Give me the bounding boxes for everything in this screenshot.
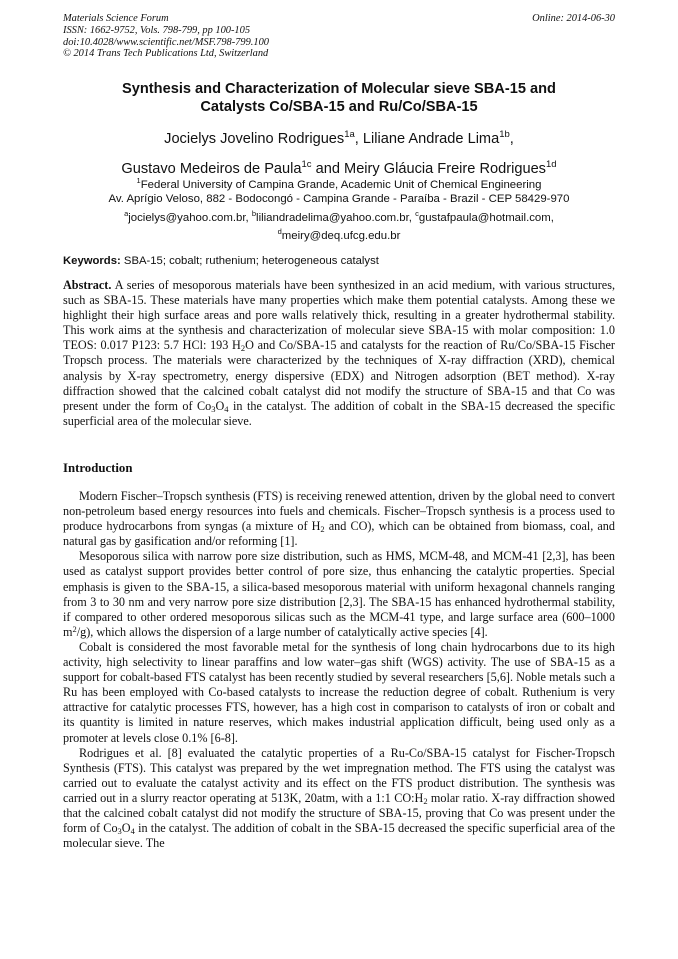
abstract-text: O and Co/SBA-15 and catalysts for the reaction of Ru/Co/SBA-15 Fischer Tropsch process. The materials were characterized by the techniques of X-ray diffraction (XRD), chemical analysis by X-ray spectrometry, energy dispersive (EDX) and Nitrogen adsorption (BET method). X-ray diffraction showed that the calcined cobalt catalyst did not modify the structure of SBA-15 and that Co was present under the form of Co bbox=[63, 338, 615, 413]
author-affil-mark: 1a bbox=[344, 129, 355, 140]
author-name: Gustavo Medeiros de Paula bbox=[121, 160, 302, 177]
author-line-1 bbox=[40, 122, 638, 152]
abstract-label: Abstract. bbox=[63, 278, 112, 292]
paragraph-text: O bbox=[121, 821, 131, 836]
author-affil-mark: 1d bbox=[545, 158, 557, 170]
email-link[interactable]: liliandradelima@yahoo.com.br, bbox=[256, 211, 416, 224]
email-mark: a bbox=[124, 208, 129, 218]
paragraph bbox=[63, 549, 615, 640]
paragraph-text: Rodrigues et al. [8] evaluated the catalytic properties of a Ru-Co/SBA-15 catalyst for Fischer-Tropsch Synthesis (FTS). This catalyst was prepared by the wet impregnation method. The FTS using the catalyst was carried out to evaluate the catalyst activity and its effect on the FTS product distribution. The synthesis was carried out in a slurry reactor operating at 513K, 20atm, with a 1:1 CO:H bbox=[63, 745, 615, 805]
title-line-1: Synthesis and Characterization of Molecular sieve SBA-15 and bbox=[122, 81, 556, 97]
affiliation-address: Av. Aprígio Veloso, 882 - Bodocongó - Campina Grande - Paraíba - Brazil - CEP 58429-970 bbox=[108, 192, 570, 205]
paragraph-text: in the catalyst. The addition of cobalt in the SBA-15 decreased the specific superficial area of the molecular sieve. The bbox=[63, 821, 615, 851]
subscript: 4 bbox=[224, 403, 229, 414]
paragraph-text: molar ratio. X-ray diffraction showed that the calcined cobalt catalyst did not modify the structure of SBA-15, proving that Co was present under the form of Co bbox=[63, 790, 615, 836]
email-line-2 bbox=[40, 225, 638, 244]
paragraph: Cobalt is considered the most favorable metal for the synthesis of long chain hydrocarbons due to its high activity, high selectivity to linear paraffins and low water–gas shift (WGS) activity. The use of SBA-15 as a support for cobalt-based FTS catalyst has been recently studied by several researchers [5,6]. Noble metals such a Ru has been employed with Co-based catalysts to increase the reduction degree of cobalt. Ruthenium is very attractive for catalytic processes FTS, however, has a high cost in comparison to catalysts of iron or cobalt and its quantity is limited in nature reserves, which makes industrial application difficult, being used only as a promoter at levels close 0.1% [6-8]. bbox=[63, 639, 615, 745]
paper-title bbox=[50, 81, 628, 116]
paragraph-text: /g), which allows the dispersion of a large number of catalytically active species [4]. bbox=[76, 624, 488, 639]
email-link[interactable]: jocielys@yahoo.com.br, bbox=[128, 211, 252, 224]
abstract-text: A series of mesoporous materials have been synthesized in an acid medium, with various structures, such as SBA-15. These materials have many properties which make them potential catalysts. Among these we highlight their high surface areas and pore walls relatively thick, resulting in a greater hydrothermal stability. This work aims at the synthesis and characterization of molecular sieve SBA-15 with molar composition: 1.0 TEOS: 0.017 P123: 5.7 HCl: 193 H bbox=[63, 278, 615, 353]
keywords-label: Keywords: bbox=[63, 255, 121, 267]
online-date: Online: 2014-06-30 bbox=[532, 13, 615, 24]
title-line-2: Catalysts Co/SBA-15 and Ru/Co/SBA-15 bbox=[200, 98, 478, 115]
abstract bbox=[63, 278, 615, 429]
subscript: 3 bbox=[117, 826, 122, 837]
paragraph-text: and CO), which can be obtained from biomass, coal, and natural gas by gasification and/or reforming [1]. bbox=[63, 519, 615, 549]
affiliation-line-1 bbox=[40, 174, 638, 193]
paragraph-text: Modern Fischer–Tropsch synthesis (FTS) is receiving renewed attention, driven by the global need to convert non-petroleum based energy resources into fuels and chemicals. Fischer–Tropsch synthesis is a process used to produce hydrocarbons from syngas (a mixture of H bbox=[63, 489, 615, 534]
affiliation-name: Federal University of Campina Grande, Academic Unit of Chemical Engineering bbox=[140, 178, 542, 191]
journal-name: Materials Science Forum bbox=[63, 13, 169, 24]
journal-issn: ISSN: 1662-9752, Vols. 798-799, pp 100-105 bbox=[63, 24, 251, 36]
author-name: Jocielys Jovelino Rodrigues bbox=[164, 130, 345, 147]
email-mark: d bbox=[277, 227, 282, 237]
introduction-body bbox=[63, 489, 615, 851]
email-link[interactable]: gustafpaula@hotmail.com, bbox=[418, 211, 554, 224]
author-separator: , bbox=[354, 130, 363, 147]
superscript: 2 bbox=[72, 623, 77, 634]
keywords-text: SBA-15; cobalt; ruthenium; heterogeneous catalyst bbox=[120, 255, 379, 267]
author-affil-mark: 1c bbox=[301, 158, 312, 170]
keywords bbox=[63, 254, 615, 268]
email-link[interactable]: meiry@deq.ufcg.edu.br bbox=[281, 230, 401, 243]
subscript: 3 bbox=[211, 403, 216, 414]
affil-mark: 1 bbox=[136, 176, 141, 185]
abstract-text: in the catalyst. The addition of cobalt in the SBA-15 decreased the specific superficial area of the molecular sieve. bbox=[63, 398, 615, 428]
email-line-1 bbox=[40, 207, 638, 226]
subscript: 2 bbox=[320, 524, 325, 535]
abstract-text: O bbox=[215, 398, 225, 413]
journal-info bbox=[63, 13, 269, 60]
author-separator: and bbox=[311, 160, 345, 177]
section-heading-introduction: Introduction bbox=[63, 461, 133, 475]
email-mark: b bbox=[251, 208, 257, 218]
email-mark: c bbox=[415, 208, 419, 218]
paragraph bbox=[63, 746, 615, 852]
subscript: 2 bbox=[423, 795, 428, 806]
author-affil-mark: 1b bbox=[499, 129, 510, 140]
subscript: 2 bbox=[240, 343, 246, 354]
subscript: 4 bbox=[130, 826, 135, 837]
author-name: Liliane Andrade Lima bbox=[362, 130, 500, 147]
paragraph-text: Mesoporous silica with narrow pore size distribution, such as HMS, MCM-48, and MCM-41 [2,3], has been used as catalyst support provides better control of pore size, thus enhancing the catalytic properties. Special emphasis is given to the SBA-15, a silica-based mesoporous material with uniform hexagonal channels ranging from 3 to 30 nm and very narrow pore size distribution [2,3]. The SBA-15 has enhanced hydrothermal stability, if compared to other ordered mesoporous silicas such as the MCM-41 type, and large surface area (600–1000 m bbox=[63, 549, 615, 639]
author-name: Meiry Gláucia Freire Rodrigues bbox=[344, 160, 546, 177]
author-separator: , bbox=[509, 130, 514, 147]
journal-copyright: © 2014 Trans Tech Publications Ltd, Switzerland bbox=[63, 48, 269, 60]
paragraph bbox=[63, 489, 615, 549]
journal-doi[interactable]: doi:10.4028/www.scientific.net/MSF.798-799.100 bbox=[63, 36, 269, 48]
author-list bbox=[40, 122, 638, 182]
affiliation-block bbox=[40, 174, 638, 244]
